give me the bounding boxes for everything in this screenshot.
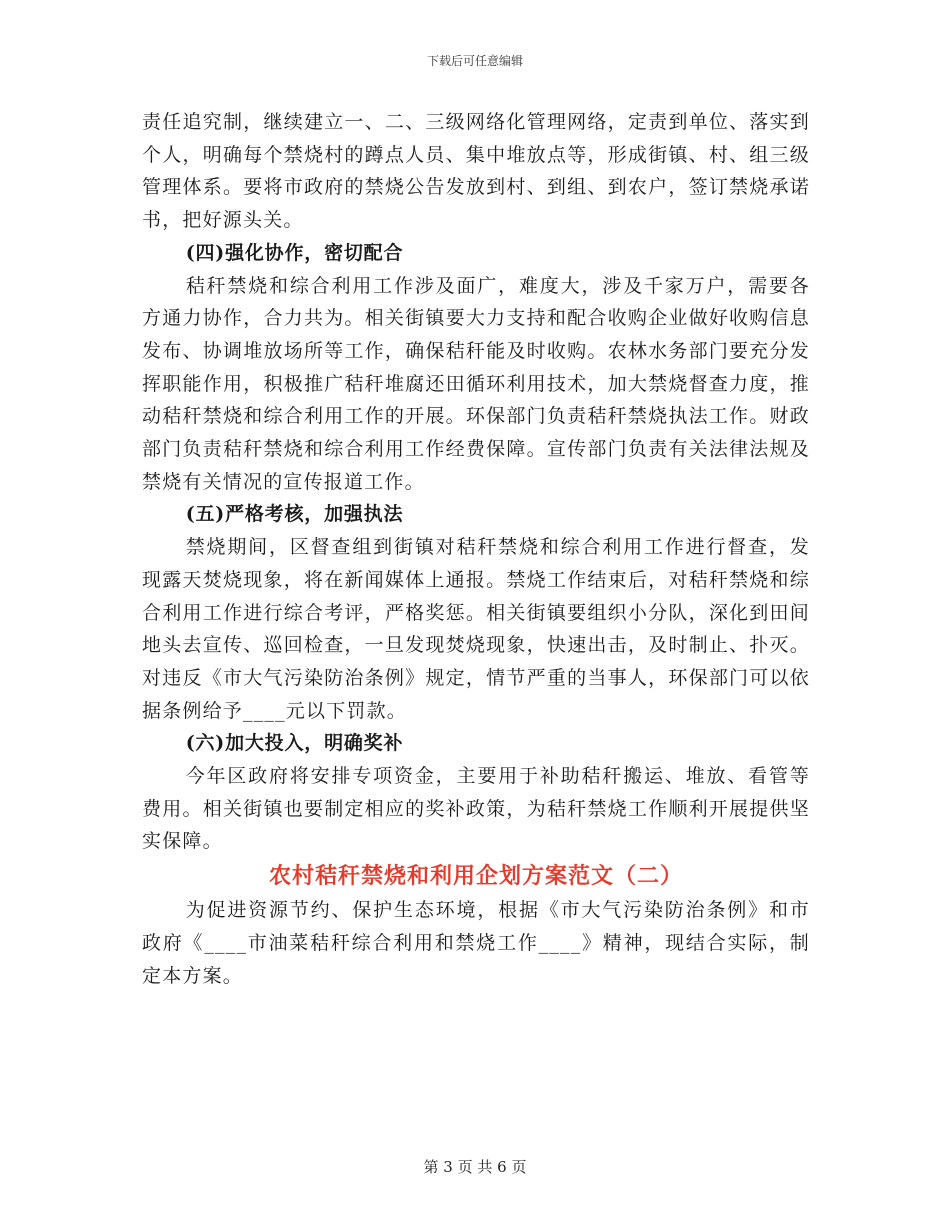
- paragraph-coordination: 秸秆禁烧和综合利用工作涉及面广，难度大，涉及千家万户，需要各方通力协作，合力共为。相关街镇要大力支持和配合收购企业做好收购信息发布、协调堆放场所等工作，确保秸秆能及时收购。农林水务部门要充分发挥职能作用，积极推广秸秆堆腐还田循环利用技术，加大禁烧督查力度，推动秸秆禁烧和综合利用工作的开展。环保部门负责秸秆禁烧执法工作。财政部门负责秸秆禁烧和综合利用工作经费保障。宣传部门负责有关法律法规及禁烧有关情况的宣传报道工作。: [142, 274, 810, 493]
- paragraph-continued: 责任追究制，继续建立一、二、三级网络化管理网络，定责到单位、落实到个人，明确每个禁烧村的蹲点人员、集中堆放点等，形成街镇、村、组三级管理体系。要将市政府的禁烧公告发放到村、到组、到农户，签订禁烧承诺书，把好源头关。: [142, 111, 810, 232]
- paragraph-assessment: 禁烧期间，区督查组到街镇对秸秆禁烧和综合利用工作进行督查，发现露天焚烧现象，将在新闻媒体上通报。禁烧工作结束后，对秸秆禁烧和综合利用工作进行综合考评，严格奖惩。相关街镇要组织小分队，深化到田间地头去宣传、巡回检查，一旦发现焚烧现象，快速出击，及时制止、扑灭。对违反《市大气污染防治条例》规定，情节严重的当事人，环保部门可以依据条例给予____元以下罚款。: [142, 536, 810, 722]
- page-header: 下载后可任意编辑: [426, 54, 523, 68]
- document-body: [142, 106, 810, 992]
- heading-section-6: (六)加大投入，明确奖补: [185, 732, 404, 755]
- heading-section-4: (四)强化协作，密切配合: [185, 241, 404, 264]
- page-footer: 第 3 页 共 6 页: [423, 1158, 527, 1176]
- heading-section-5: (五)严格考核，加强执法: [185, 503, 404, 526]
- paragraph-intro: 为促进资源节约、保护生态环境，根据《市大气污染防治条例》和市政府《____市油菜秸秆综合利用和禁烧工作____》精神，现结合实际，制定本方案。: [142, 899, 810, 987]
- section-title: 农村秸秆禁烧和利用企划方案范文（二）: [268, 863, 683, 890]
- paragraph-investment: 今年区政府将安排专项资金，主要用于补助秸秆搬运、堆放、看管等费用。相关街镇也要制定相应的奖补政策，为秸秆禁烧工作顺利开展提供坚实保障。: [142, 765, 810, 853]
